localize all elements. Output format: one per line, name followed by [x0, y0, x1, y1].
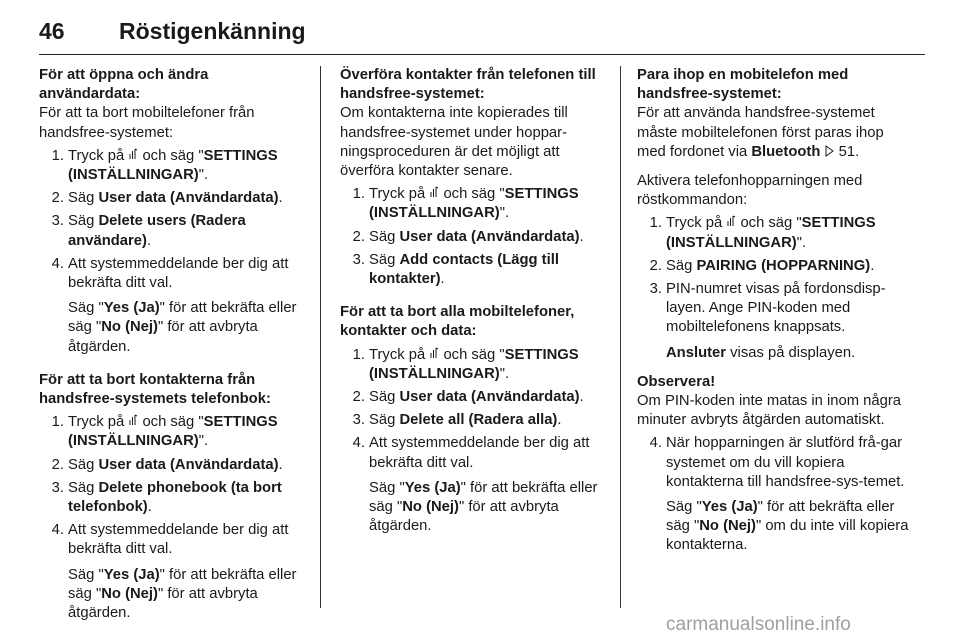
step-number: 1.: [51, 147, 64, 164]
step-number: 1.: [352, 186, 365, 203]
list-item: [340, 251, 608, 289]
step-text: Säg User data (Användardata).: [68, 190, 283, 207]
step-text: Säg Delete phonebook (ta bort telefonbok).: [68, 479, 282, 516]
list-item: [340, 388, 608, 407]
voice-control-icon: [429, 347, 439, 360]
column-divider: [620, 66, 621, 608]
step-text: Att systemmeddelande ber dig att bekräfta ditt val. Säg "Yes (Ja)" för att bekräfta eller säg "No (Nej)" för att avbryta åtgärden.: [68, 255, 309, 357]
step-subtext: Säg "Yes (Ja)" för att bekräfta eller säg "No (Nej)" för att avbryta åtgärden.: [68, 566, 297, 622]
step-text: Säg Delete users (Radera användare).: [68, 213, 246, 249]
step-text: Tryck på och säg "SETTINGS (INSTÄLLNINGAR)".: [666, 215, 876, 251]
step-number: 2.: [352, 228, 365, 245]
list-item: [39, 212, 309, 250]
voice-control-icon: [128, 414, 138, 427]
step-number: 3.: [352, 251, 365, 268]
step-number: 3.: [51, 213, 64, 230]
page-title: Röstigenkänning: [119, 18, 306, 44]
step-text: Säg Add contacts (Lägg till kontakter).: [369, 251, 559, 288]
note-heading: Observera!: [637, 373, 716, 390]
section-intro: För att ta bort mobiltelefoner från handsfree-systemet:: [39, 105, 255, 141]
step-number: 2.: [51, 456, 64, 473]
note-text: Om PIN-koden inte matas in inom några minuter avbryts åtgärden automatiskt.: [637, 393, 901, 429]
step-text: Tryck på och säg "SETTINGS (INSTÄLLNINGAR)".: [68, 414, 278, 450]
step-number: 3.: [649, 281, 662, 298]
step-text: Tryck på och säg "SETTINGS (INSTÄLLNINGAR)".: [369, 186, 579, 222]
page-header: [39, 14, 925, 55]
page-number: 46: [39, 18, 65, 44]
watermark: carmanualsonline.info: [666, 614, 851, 635]
step-text: Tryck på och säg "SETTINGS (INSTÄLLNINGAR)".: [68, 147, 278, 184]
voice-control-icon: [726, 215, 736, 228]
step-number: 1.: [51, 414, 64, 431]
step-text: Tryck på och säg "SETTINGS (INSTÄLLNINGAR)".: [369, 346, 579, 382]
list-item: [340, 434, 608, 536]
step-text: När hopparningen är slutförd frå-gar systemet om du vill kopiera kontakterna till handsfree-sys-temet. Säg "Yes (Ja)" för att bekräfta eller säg "No (Nej)" om du inte vill kopiera kontakterna.: [666, 434, 909, 555]
section-heading: För att ta bort alla mobiltelefoner, kontakter och data:: [340, 304, 575, 340]
step-number: 1.: [649, 215, 662, 232]
column-1: [39, 66, 309, 623]
section-intro: För att använda handsfree-systemet måste mobiltelefonen först paras ihop med fordonet via Bluetooth 51.: [637, 105, 884, 160]
step-subtext: Säg "Yes (Ja)" för att bekräfta eller säg "No (Nej)" om du inte vill kopiera kontakterna.: [666, 499, 909, 554]
voice-control-icon: [429, 186, 439, 199]
step-list: [39, 413, 309, 623]
step-text: Säg PAIRING (HOPPARNING).: [666, 257, 875, 274]
step-number: 4.: [51, 255, 64, 272]
step-number: 1.: [352, 346, 365, 363]
step-number: 2.: [649, 257, 662, 274]
list-item: [637, 434, 909, 555]
step-number: 4.: [352, 435, 365, 452]
step-text: Att systemmeddelande ber dig att bekräfta ditt val. Säg "Yes (Ja)" för att bekräfta eller säg "No (Nej)" för att avbryta åtgärden.: [68, 521, 309, 623]
section-heading: Para ihop en mobitelefon med handsfree-systemet:: [637, 67, 849, 103]
step-list: [340, 185, 608, 289]
list-item: [39, 189, 309, 208]
step-text: Att systemmeddelande ber dig att bekräfta ditt val. Säg "Yes (Ja)" för att bekräfta eller säg "No (Nej)" för att avbryta åtgärden.: [369, 434, 608, 536]
step-list: [340, 346, 608, 537]
section-heading: För att ta bort kontakterna från handsfree-systemets telefonbok:: [39, 371, 271, 408]
step-list: [637, 434, 909, 555]
section-paragraph: Aktivera telefonhopparningen med röstkommandon:: [637, 173, 863, 209]
step-list: [637, 214, 909, 362]
step-text: Säg User data (Användardata).: [369, 228, 584, 245]
step-text: Säg User data (Användardata).: [369, 389, 584, 406]
list-item: [637, 257, 909, 276]
step-text: Säg User data (Användardata).: [68, 456, 283, 473]
step-number: 2.: [352, 389, 365, 406]
step-subtext: Säg "Yes (Ja)" för att bekräfta eller säg "No (Nej)" för att avbryta åtgärden.: [369, 479, 598, 535]
step-list: [39, 147, 309, 357]
section-heading: Överföra kontakter från telefonen till handsfree-systemet:: [340, 67, 596, 103]
step-text: Säg Delete all (Radera alla).: [369, 412, 562, 429]
column-3: [637, 66, 909, 556]
list-item: [637, 280, 909, 363]
list-item: [39, 456, 309, 475]
step-text: PIN-numret visas på fordonsdisp-layen. Ange PIN-koden med mobiltelefonens knappsats. Ansluter visas på displayen.: [666, 280, 909, 363]
column-2: [340, 66, 608, 536]
column-divider: [320, 66, 321, 608]
list-item: [39, 479, 309, 517]
list-item: [340, 346, 608, 384]
list-item: [39, 413, 309, 451]
voice-control-icon: [128, 148, 138, 161]
step-number: 3.: [352, 412, 365, 429]
list-item: [340, 228, 608, 247]
list-item: [340, 411, 608, 430]
step-number: 4.: [51, 522, 64, 539]
list-item: [637, 214, 909, 252]
step-number: 4.: [649, 435, 662, 452]
section-intro: Om kontakterna inte kopierades till handsfree-systemet under hoppar-ningsproceduren är det möjligt att överföra kontakter senare.: [340, 105, 568, 180]
section-heading: För att öppna och ändra användardata:: [39, 67, 209, 103]
step-subtext: Säg "Yes (Ja)" för att bekräfta eller säg "No (Nej)" för att avbryta åtgärden.: [68, 300, 297, 355]
step-subtext: Ansluter visas på displayen.: [666, 344, 856, 361]
list-item: [39, 521, 309, 623]
list-item: [39, 147, 309, 185]
list-item: [39, 255, 309, 357]
step-number: 2.: [51, 190, 64, 207]
page-reference-arrow-icon: [825, 145, 835, 157]
step-number: 3.: [51, 479, 64, 496]
list-item: [340, 185, 608, 223]
